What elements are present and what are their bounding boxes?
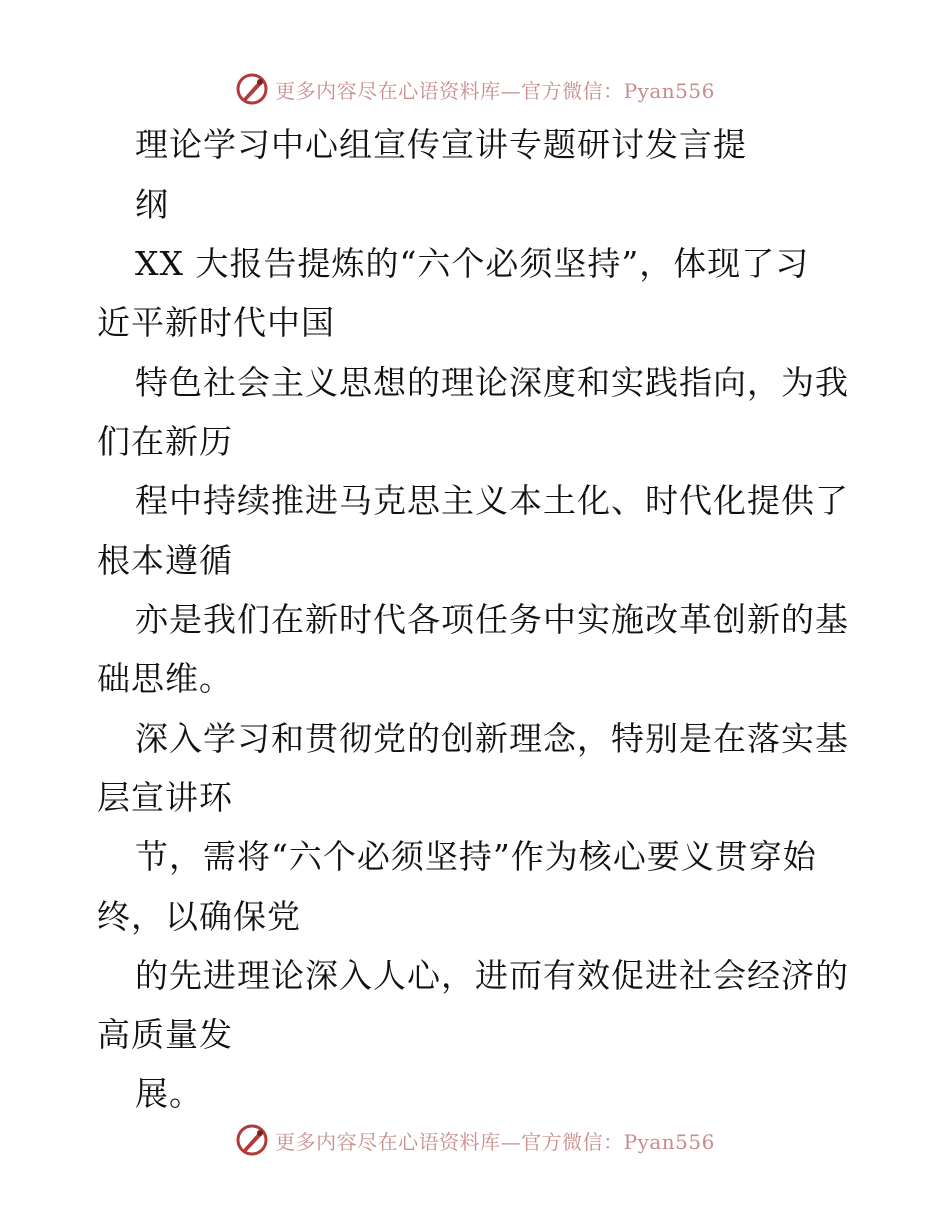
quill-pen-circle-icon: [235, 1123, 269, 1157]
paragraph-line: 近平新时代中国: [97, 303, 335, 342]
paragraph-line: 程中持续推进马克思主义本土化、时代化提供了: [135, 481, 849, 520]
paragraph-line: 们在新历: [97, 422, 233, 461]
paragraph-line: 特色社会主义思想的理论深度和实践指向，为我: [135, 363, 849, 402]
quill-pen-circle-icon: [235, 72, 269, 106]
footer-banner: [0, 1122, 950, 1158]
title-line: 纲: [135, 185, 169, 224]
header-banner: [0, 71, 950, 107]
paragraph-line: 终，以确保党: [97, 897, 301, 936]
paragraph-line: 高质量发: [97, 1015, 233, 1054]
title-line: 理论学习中心组宣传宣讲专题研讨发言提: [135, 125, 747, 164]
paragraph-line: XX 大报告提炼的“六个必须坚持”，体现了习: [135, 244, 810, 283]
banner-text: 更多内容尽在心语资料库—官方微信：Pyan556: [275, 1129, 715, 1154]
paragraph-line: 亦是我们在新时代各项任务中实施改革创新的基: [135, 600, 849, 639]
paragraph-line: 节，需将“六个必须坚持”作为核心要义贯穿始: [135, 837, 817, 876]
paragraph-line: 展。: [135, 1074, 203, 1113]
paragraph-line: 深入学习和贯彻党的创新理念，特别是在落实基: [135, 719, 849, 758]
paragraph-line: 根本遵循: [97, 541, 233, 580]
paragraph-line: 的先进理论深入人心，进而有效促进社会经济的: [135, 956, 849, 995]
paragraph-line: 础思维。: [97, 659, 233, 698]
paragraph-line: 层宣讲环: [97, 778, 233, 817]
banner-text: 更多内容尽在心语资料库—官方微信：Pyan556: [275, 78, 715, 103]
